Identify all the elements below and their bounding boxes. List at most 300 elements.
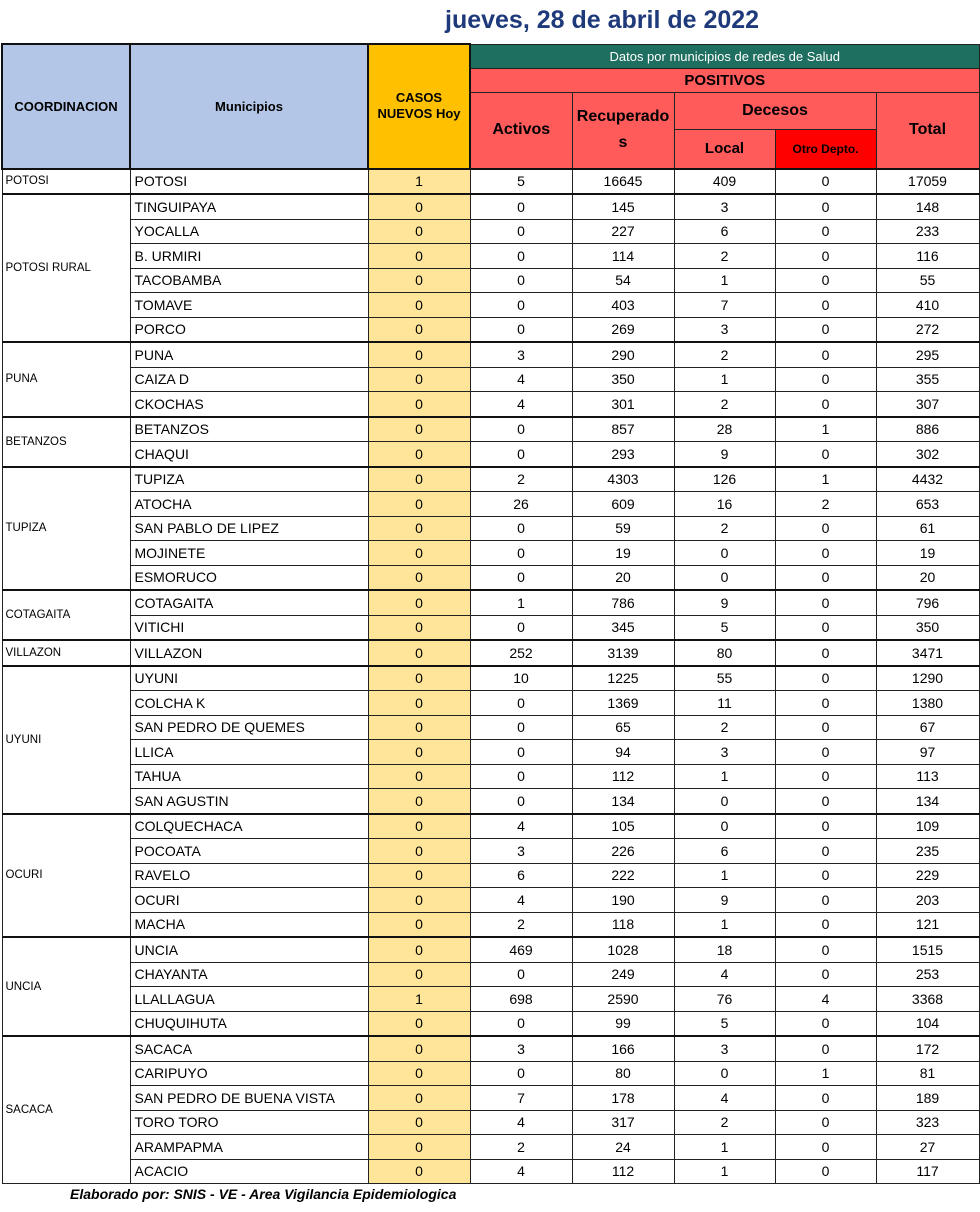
header-activos: Activos	[470, 92, 572, 169]
cell-municipio: COLQUECHACA	[130, 814, 368, 839]
cell-coordinacion: VILLAZON	[2, 640, 130, 666]
table-row	[2, 219, 979, 244]
cell-activos: 0	[470, 219, 572, 244]
cell-recuperados: 145	[572, 194, 674, 219]
cell-casos-nuevos: 0	[368, 590, 470, 615]
cell-decesos-otro-depto: 0	[775, 392, 876, 417]
cell-municipio: UNCIA	[130, 937, 368, 962]
cell-total: 203	[876, 888, 979, 913]
cell-recuperados: 293	[572, 442, 674, 467]
cell-casos-nuevos: 1	[368, 169, 470, 195]
cell-decesos-local: 1	[674, 268, 775, 293]
cell-total: 4432	[876, 467, 979, 492]
header-decesos: Decesos	[674, 92, 876, 129]
cell-decesos-otro-depto: 0	[775, 565, 876, 590]
cell-decesos-local: 0	[674, 565, 775, 590]
cell-activos: 3	[470, 839, 572, 864]
cell-decesos-otro-depto: 0	[775, 863, 876, 888]
cell-activos: 4	[470, 367, 572, 392]
cell-decesos-otro-depto: 0	[775, 691, 876, 716]
cell-recuperados: 114	[572, 244, 674, 269]
cell-total: 3368	[876, 987, 979, 1012]
cell-casos-nuevos: 0	[368, 888, 470, 913]
cell-recuperados: 112	[572, 764, 674, 789]
cell-recuperados: 227	[572, 219, 674, 244]
cell-municipio: SACACA	[130, 1036, 368, 1061]
cell-decesos-otro-depto: 0	[775, 962, 876, 987]
cell-decesos-otro-depto: 0	[775, 442, 876, 467]
cell-total: 148	[876, 194, 979, 219]
cell-decesos-otro-depto: 0	[775, 317, 876, 342]
table-body	[2, 169, 979, 1184]
header-casos-nuevos: CASOS NUEVOS Hoy	[368, 44, 470, 169]
cell-recuperados: 59	[572, 516, 674, 541]
cell-recuperados: 105	[572, 814, 674, 839]
cell-casos-nuevos: 0	[368, 937, 470, 962]
cell-recuperados: 1369	[572, 691, 674, 716]
cell-activos: 0	[470, 244, 572, 269]
cell-total: 116	[876, 244, 979, 269]
cell-decesos-otro-depto: 0	[775, 1011, 876, 1036]
covid-municipios-table	[1, 43, 980, 1184]
cell-municipio: SAN PABLO DE LIPEZ	[130, 516, 368, 541]
cell-recuperados: 99	[572, 1011, 674, 1036]
cell-decesos-local: 1	[674, 1159, 775, 1184]
cell-total: 1380	[876, 691, 979, 716]
cell-municipio: SAN AGUSTIN	[130, 789, 368, 814]
cell-recuperados: 269	[572, 317, 674, 342]
cell-decesos-otro-depto: 0	[775, 912, 876, 937]
cell-casos-nuevos: 0	[368, 814, 470, 839]
cell-activos: 0	[470, 317, 572, 342]
cell-total: 61	[876, 516, 979, 541]
cell-municipio: TOMAVE	[130, 293, 368, 318]
table-row	[2, 516, 979, 541]
cell-casos-nuevos: 0	[368, 1036, 470, 1061]
cell-decesos-otro-depto: 0	[775, 789, 876, 814]
cell-municipio: TINGUIPAYA	[130, 194, 368, 219]
cell-municipio: PUNA	[130, 342, 368, 367]
table-row	[2, 541, 979, 566]
cell-total: 350	[876, 615, 979, 640]
cell-activos: 26	[470, 492, 572, 517]
cell-municipio: ARAMPAPMA	[130, 1135, 368, 1160]
table-row	[2, 789, 979, 814]
cell-coordinacion: POTOSI RURAL	[2, 194, 130, 342]
cell-decesos-otro-depto: 0	[775, 516, 876, 541]
cell-total: 886	[876, 417, 979, 442]
cell-recuperados: 134	[572, 789, 674, 814]
cell-coordinacion: TUPIZA	[2, 467, 130, 591]
table-row	[2, 839, 979, 864]
cell-decesos-local: 80	[674, 640, 775, 666]
cell-municipio: COTAGAITA	[130, 590, 368, 615]
cell-casos-nuevos: 1	[368, 987, 470, 1012]
cell-casos-nuevos: 0	[368, 962, 470, 987]
cell-total: 235	[876, 839, 979, 864]
cell-total: 229	[876, 863, 979, 888]
cell-recuperados: 54	[572, 268, 674, 293]
cell-activos: 4	[470, 814, 572, 839]
cell-total: 134	[876, 789, 979, 814]
table-row	[2, 715, 979, 740]
cell-decesos-local: 2	[674, 715, 775, 740]
cell-decesos-otro-depto: 0	[775, 244, 876, 269]
cell-activos: 0	[470, 715, 572, 740]
cell-recuperados: 301	[572, 392, 674, 417]
cell-municipio: TORO TORO	[130, 1110, 368, 1135]
cell-coordinacion: OCURI	[2, 814, 130, 938]
header-local: Local	[674, 129, 775, 169]
cell-activos: 7	[470, 1086, 572, 1111]
table-row	[2, 244, 979, 269]
cell-municipio: CHUQUIHUTA	[130, 1011, 368, 1036]
table-row	[2, 666, 979, 691]
cell-casos-nuevos: 0	[368, 1159, 470, 1184]
cell-activos: 0	[470, 194, 572, 219]
cell-activos: 0	[470, 1011, 572, 1036]
cell-total: 109	[876, 814, 979, 839]
cell-decesos-otro-depto: 0	[775, 342, 876, 367]
cell-total: 104	[876, 1011, 979, 1036]
cell-decesos-local: 3	[674, 194, 775, 219]
cell-recuperados: 19	[572, 541, 674, 566]
cell-decesos-local: 0	[674, 814, 775, 839]
cell-total: 113	[876, 764, 979, 789]
cell-decesos-local: 409	[674, 169, 775, 195]
cell-municipio: SAN PEDRO DE BUENA VISTA	[130, 1086, 368, 1111]
cell-decesos-otro-depto: 0	[775, 219, 876, 244]
cell-recuperados: 786	[572, 590, 674, 615]
table-row	[2, 962, 979, 987]
table-row	[2, 863, 979, 888]
report-date-title-wrap	[0, 2, 980, 40]
cell-decesos-local: 4	[674, 1086, 775, 1111]
cell-municipio: COLCHA K	[130, 691, 368, 716]
table-row	[2, 268, 979, 293]
cell-total: 272	[876, 317, 979, 342]
cell-coordinacion: SACACA	[2, 1036, 130, 1184]
cell-recuperados: 249	[572, 962, 674, 987]
cell-casos-nuevos: 0	[368, 715, 470, 740]
cell-municipio: CAIZA D	[130, 367, 368, 392]
cell-coordinacion: UNCIA	[2, 937, 130, 1036]
cell-municipio: UYUNI	[130, 666, 368, 691]
cell-activos: 6	[470, 863, 572, 888]
cell-total: 355	[876, 367, 979, 392]
cell-decesos-otro-depto: 0	[775, 814, 876, 839]
cell-activos: 0	[470, 541, 572, 566]
cell-total: 20	[876, 565, 979, 590]
cell-total: 172	[876, 1036, 979, 1061]
cell-total: 189	[876, 1086, 979, 1111]
cell-decesos-otro-depto: 0	[775, 888, 876, 913]
cell-recuperados: 350	[572, 367, 674, 392]
table-row	[2, 1061, 979, 1086]
cell-recuperados: 1028	[572, 937, 674, 962]
cell-activos: 0	[470, 565, 572, 590]
cell-decesos-local: 1	[674, 1135, 775, 1160]
cell-activos: 0	[470, 615, 572, 640]
cell-decesos-otro-depto: 1	[775, 467, 876, 492]
cell-casos-nuevos: 0	[368, 740, 470, 765]
report-date-title: jueves, 28 de abril de 2022	[445, 6, 760, 34]
cell-decesos-local: 6	[674, 839, 775, 864]
cell-casos-nuevos: 0	[368, 367, 470, 392]
cell-recuperados: 609	[572, 492, 674, 517]
table-row	[2, 169, 979, 195]
cell-decesos-local: 2	[674, 392, 775, 417]
cell-decesos-local: 1	[674, 863, 775, 888]
cell-decesos-local: 9	[674, 442, 775, 467]
cell-activos: 4	[470, 392, 572, 417]
cell-decesos-otro-depto: 0	[775, 839, 876, 864]
table-row	[2, 1159, 979, 1184]
cell-recuperados: 345	[572, 615, 674, 640]
cell-casos-nuevos: 0	[368, 417, 470, 442]
cell-municipio: CARIPUYO	[130, 1061, 368, 1086]
cell-decesos-local: 9	[674, 590, 775, 615]
cell-activos: 698	[470, 987, 572, 1012]
cell-activos: 0	[470, 789, 572, 814]
cell-casos-nuevos: 0	[368, 467, 470, 492]
cell-decesos-local: 5	[674, 615, 775, 640]
cell-casos-nuevos: 0	[368, 912, 470, 937]
cell-recuperados: 20	[572, 565, 674, 590]
table-row	[2, 367, 979, 392]
cell-recuperados: 94	[572, 740, 674, 765]
cell-decesos-local: 3	[674, 317, 775, 342]
cell-coordinacion: COTAGAITA	[2, 590, 130, 640]
cell-decesos-otro-depto: 0	[775, 169, 876, 195]
cell-municipio: PORCO	[130, 317, 368, 342]
cell-total: 253	[876, 962, 979, 987]
cell-recuperados: 166	[572, 1036, 674, 1061]
cell-recuperados: 24	[572, 1135, 674, 1160]
cell-casos-nuevos: 0	[368, 194, 470, 219]
cell-municipio: B. URMIRI	[130, 244, 368, 269]
cell-activos: 0	[470, 442, 572, 467]
cell-total: 233	[876, 219, 979, 244]
cell-municipio: TAHUA	[130, 764, 368, 789]
cell-decesos-otro-depto: 0	[775, 293, 876, 318]
cell-activos: 4	[470, 888, 572, 913]
cell-activos: 2	[470, 467, 572, 492]
cell-municipio: RAVELO	[130, 863, 368, 888]
cell-activos: 0	[470, 1061, 572, 1086]
cell-casos-nuevos: 0	[368, 863, 470, 888]
cell-decesos-otro-depto: 0	[775, 740, 876, 765]
cell-activos: 0	[470, 268, 572, 293]
cell-recuperados: 3139	[572, 640, 674, 666]
cell-activos: 4	[470, 1159, 572, 1184]
cell-total: 302	[876, 442, 979, 467]
cell-recuperados: 65	[572, 715, 674, 740]
cell-decesos-local: 4	[674, 962, 775, 987]
cell-decesos-local: 11	[674, 691, 775, 716]
cell-recuperados: 226	[572, 839, 674, 864]
cell-casos-nuevos: 0	[368, 565, 470, 590]
cell-decesos-otro-depto: 4	[775, 987, 876, 1012]
cell-decesos-local: 1	[674, 912, 775, 937]
cell-decesos-local: 6	[674, 219, 775, 244]
table-row	[2, 1086, 979, 1111]
cell-coordinacion: BETANZOS	[2, 417, 130, 467]
cell-municipio: CHAQUI	[130, 442, 368, 467]
cell-activos: 0	[470, 740, 572, 765]
cell-decesos-local: 76	[674, 987, 775, 1012]
cell-coordinacion: POTOSI	[2, 169, 130, 195]
cell-total: 97	[876, 740, 979, 765]
cell-decesos-local: 1	[674, 367, 775, 392]
cell-activos: 0	[470, 764, 572, 789]
cell-activos: 0	[470, 691, 572, 716]
table-row	[2, 565, 979, 590]
cell-decesos-otro-depto: 2	[775, 492, 876, 517]
table-row	[2, 888, 979, 913]
cell-casos-nuevos: 0	[368, 1110, 470, 1135]
cell-total: 121	[876, 912, 979, 937]
header-recuperados: Recuperado s	[572, 92, 674, 169]
cell-decesos-otro-depto: 0	[775, 1159, 876, 1184]
cell-decesos-local: 2	[674, 516, 775, 541]
cell-municipio: ESMORUCO	[130, 565, 368, 590]
cell-decesos-local: 55	[674, 666, 775, 691]
cell-casos-nuevos: 0	[368, 219, 470, 244]
cell-coordinacion: PUNA	[2, 342, 130, 417]
cell-casos-nuevos: 0	[368, 691, 470, 716]
cell-activos: 2	[470, 1135, 572, 1160]
cell-decesos-local: 2	[674, 244, 775, 269]
cell-recuperados: 80	[572, 1061, 674, 1086]
cell-municipio: LLALLAGUA	[130, 987, 368, 1012]
table-row	[2, 1011, 979, 1036]
cell-recuperados: 118	[572, 912, 674, 937]
cell-activos: 0	[470, 417, 572, 442]
header-total: Total	[876, 92, 979, 169]
table-row	[2, 342, 979, 367]
cell-municipio: ACACIO	[130, 1159, 368, 1184]
cell-casos-nuevos: 0	[368, 640, 470, 666]
header-otro-depto: Otro Depto.	[775, 129, 876, 169]
table-row	[2, 912, 979, 937]
cell-activos: 3	[470, 1036, 572, 1061]
table-row	[2, 392, 979, 417]
header-datos-redes: Datos por municipios de redes de Salud	[470, 44, 979, 68]
header-positivos: POSITIVOS	[470, 68, 979, 92]
cell-decesos-local: 126	[674, 467, 775, 492]
cell-activos: 4	[470, 1110, 572, 1135]
cell-recuperados: 403	[572, 293, 674, 318]
footer-credit: Elaborado por: SNIS - VE - Area Vigilancia Epidemiologica	[70, 1186, 457, 1202]
table-row	[2, 691, 979, 716]
cell-decesos-otro-depto: 0	[775, 937, 876, 962]
cell-coordinacion: UYUNI	[2, 666, 130, 814]
cell-recuperados: 857	[572, 417, 674, 442]
cell-total: 307	[876, 392, 979, 417]
cell-municipio: TUPIZA	[130, 467, 368, 492]
cell-recuperados: 4303	[572, 467, 674, 492]
cell-decesos-otro-depto: 0	[775, 590, 876, 615]
cell-municipio: YOCALLA	[130, 219, 368, 244]
cell-municipio: MACHA	[130, 912, 368, 937]
cell-recuperados: 16645	[572, 169, 674, 195]
cell-total: 3471	[876, 640, 979, 666]
cell-casos-nuevos: 0	[368, 244, 470, 269]
table-row	[2, 1110, 979, 1135]
cell-casos-nuevos: 0	[368, 342, 470, 367]
table-row	[2, 492, 979, 517]
cell-activos: 0	[470, 516, 572, 541]
table-row	[2, 417, 979, 442]
cell-recuperados: 1225	[572, 666, 674, 691]
cell-recuperados: 178	[572, 1086, 674, 1111]
cell-municipio: POTOSI	[130, 169, 368, 195]
cell-casos-nuevos: 0	[368, 1086, 470, 1111]
cell-casos-nuevos: 0	[368, 764, 470, 789]
cell-decesos-local: 7	[674, 293, 775, 318]
cell-decesos-otro-depto: 0	[775, 1135, 876, 1160]
table-row	[2, 194, 979, 219]
cell-decesos-otro-depto: 0	[775, 367, 876, 392]
cell-casos-nuevos: 0	[368, 392, 470, 417]
cell-total: 27	[876, 1135, 979, 1160]
cell-decesos-otro-depto: 0	[775, 640, 876, 666]
cell-municipio: POCOATA	[130, 839, 368, 864]
cell-decesos-local: 5	[674, 1011, 775, 1036]
cell-casos-nuevos: 0	[368, 666, 470, 691]
table-row	[2, 764, 979, 789]
cell-decesos-otro-depto: 0	[775, 715, 876, 740]
cell-decesos-otro-depto: 0	[775, 666, 876, 691]
table-row	[2, 937, 979, 962]
cell-total: 67	[876, 715, 979, 740]
cell-municipio: VITICHI	[130, 615, 368, 640]
cell-municipio: SAN PEDRO DE QUEMES	[130, 715, 368, 740]
cell-decesos-local: 0	[674, 1061, 775, 1086]
cell-activos: 3	[470, 342, 572, 367]
cell-casos-nuevos: 0	[368, 516, 470, 541]
cell-decesos-local: 18	[674, 937, 775, 962]
cell-recuperados: 190	[572, 888, 674, 913]
cell-municipio: BETANZOS	[130, 417, 368, 442]
cell-recuperados: 2590	[572, 987, 674, 1012]
table-row	[2, 467, 979, 492]
cell-decesos-otro-depto: 0	[775, 615, 876, 640]
table-row	[2, 1135, 979, 1160]
cell-casos-nuevos: 0	[368, 1061, 470, 1086]
cell-decesos-local: 28	[674, 417, 775, 442]
cell-decesos-otro-depto: 1	[775, 1061, 876, 1086]
cell-total: 410	[876, 293, 979, 318]
table-row	[2, 1036, 979, 1061]
table-row	[2, 293, 979, 318]
cell-municipio: VILLAZON	[130, 640, 368, 666]
cell-municipio: OCURI	[130, 888, 368, 913]
table-row	[2, 590, 979, 615]
cell-casos-nuevos: 0	[368, 268, 470, 293]
cell-activos: 10	[470, 666, 572, 691]
cell-activos: 252	[470, 640, 572, 666]
cell-total: 55	[876, 268, 979, 293]
cell-total: 295	[876, 342, 979, 367]
cell-activos: 0	[470, 962, 572, 987]
cell-decesos-otro-depto: 0	[775, 1086, 876, 1111]
cell-activos: 2	[470, 912, 572, 937]
cell-activos: 5	[470, 169, 572, 195]
cell-decesos-local: 1	[674, 764, 775, 789]
cell-total: 323	[876, 1110, 979, 1135]
